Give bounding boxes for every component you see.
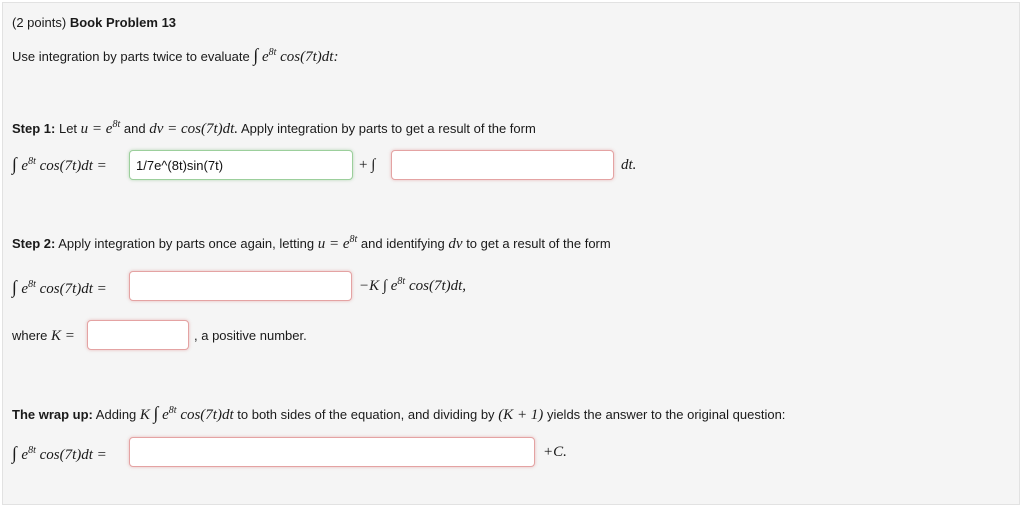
integral-symbol: ∫: [253, 45, 259, 65]
problem-header: [12, 14, 176, 32]
plus-c: +C.: [543, 444, 567, 460]
problem-title: Book Problem 13: [69, 15, 177, 30]
wrap-line: The wrap up: Adding K ∫ $e^{8t}$ cos(7t)dt to both sides of the equation, and dividing by (K + 1) yields the answer to the original question:: [12, 403, 786, 423]
step1-label: Step 1:: [12, 121, 56, 136]
step1-dv: dv = cos(7t)dt.: [149, 121, 239, 137]
step1-plus-integral: + ∫: [359, 157, 376, 173]
step1-integrand-input[interactable]: [391, 150, 614, 180]
k-input[interactable]: [87, 320, 189, 350]
intro-line: Use integration by parts twice to evaluate ∫ $e^{8t}$ cos(7t)dt:: [12, 45, 339, 65]
final-answer-input[interactable]: [129, 437, 535, 467]
points-label: (2 points): [12, 15, 67, 30]
step2-line: Step 2: Apply integration by parts once again, letting $u = e^{8t}$ and identifying dv to get a result of the form: [12, 234, 611, 252]
step1-uv-input[interactable]: [129, 150, 353, 180]
problem-panel: [2, 2, 1020, 505]
wrap-label: The wrap up:: [12, 407, 93, 422]
k-note: , a positive number.: [194, 328, 307, 343]
intro-integrand: cos(7t)dt:: [280, 49, 339, 65]
step1-line: Step 1: Let $u = e^{8t}$ and dv = cos(7t)dt. Apply integration by parts to get a result of the form: [12, 119, 536, 137]
step2-label: Step 2:: [12, 236, 56, 251]
intro-text: Use integration by parts twice to evaluate: [12, 49, 250, 64]
step1-dt: dt.: [621, 157, 637, 173]
step2-rhs: −K ∫ $e^{8t}$ cos(7t)dt,: [359, 276, 467, 294]
step1-formula-lhs: ∫ $e^{8t}$ cos(7t)dt =: [12, 154, 107, 174]
step2-formula-lhs: ∫ $e^{8t}$ cos(7t)dt =: [12, 277, 107, 297]
step1-instruction: Apply integration by parts to get a result of the form: [240, 121, 536, 136]
k-label: where K =: [12, 328, 75, 344]
step2-input[interactable]: [129, 271, 352, 301]
wrap-formula-lhs: ∫ $e^{8t}$ cos(7t)dt =: [12, 443, 107, 463]
